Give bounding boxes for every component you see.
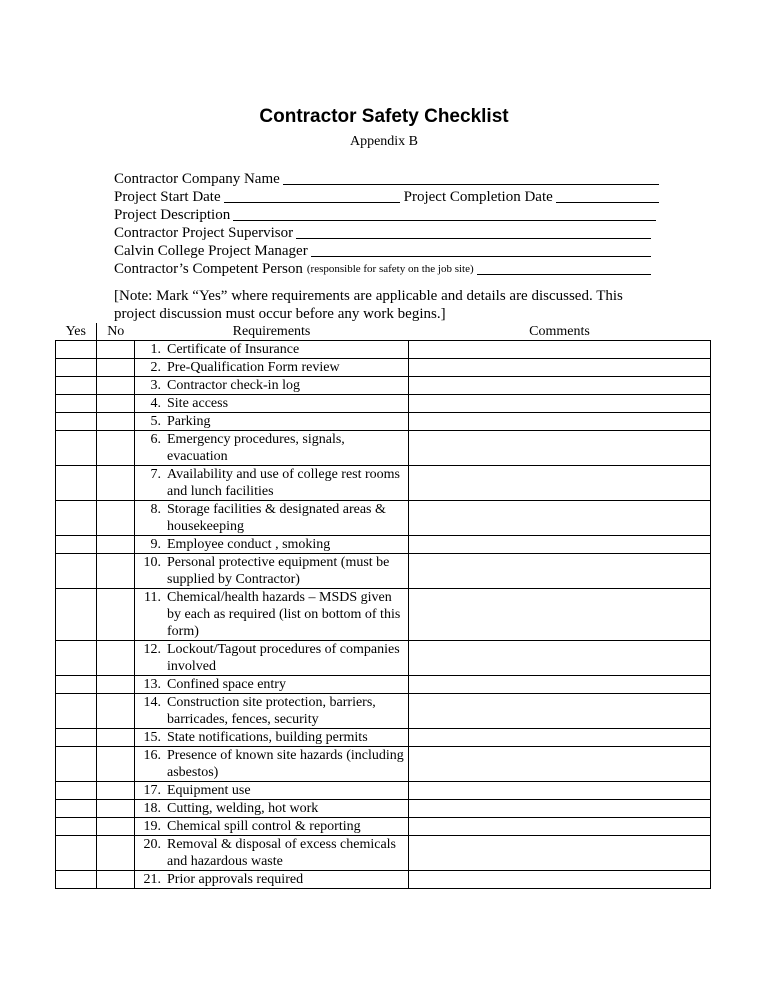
- requirement-cell: [135, 836, 409, 871]
- project-dates-field: [114, 188, 659, 206]
- project-manager-field: [114, 242, 651, 260]
- table-header-row: [56, 323, 711, 341]
- comments-cell[interactable]: [409, 676, 711, 694]
- yes-cell[interactable]: [56, 501, 97, 536]
- company-name-field: [114, 170, 659, 188]
- project-supervisor-label: Contractor Project Supervisor: [114, 225, 294, 241]
- comments-cell[interactable]: [409, 729, 711, 747]
- requirement-text: Employee conduct , smoking: [167, 537, 331, 552]
- yes-cell[interactable]: [56, 413, 97, 431]
- requirement-number: 1.: [150, 342, 161, 357]
- yes-cell[interactable]: [56, 871, 97, 889]
- requirement-text: Emergency procedures, signals, evacuation: [167, 432, 345, 464]
- table-row: [56, 589, 711, 641]
- requirement-cell: [135, 871, 409, 889]
- requirement-number: 12.: [143, 642, 161, 657]
- requirement-text: Storage facilities & designated areas & housekeeping: [167, 502, 386, 534]
- no-cell[interactable]: [97, 836, 135, 871]
- comments-cell[interactable]: [409, 536, 711, 554]
- requirement-cell: [135, 818, 409, 836]
- table-row: [56, 377, 711, 395]
- no-cell[interactable]: [97, 800, 135, 818]
- project-description-field: [114, 206, 656, 224]
- completion-date-label: Project Completion Date: [403, 189, 553, 205]
- no-cell[interactable]: [97, 782, 135, 800]
- table-row: [56, 395, 711, 413]
- comments-cell[interactable]: [409, 818, 711, 836]
- table-row: [56, 782, 711, 800]
- comments-cell[interactable]: [409, 747, 711, 782]
- requirement-text: State notifications, building permits: [167, 730, 368, 745]
- table-row: [56, 536, 711, 554]
- requirement-number: 19.: [143, 819, 161, 834]
- comments-cell[interactable]: [409, 359, 711, 377]
- yes-cell[interactable]: [56, 676, 97, 694]
- requirement-cell: [135, 641, 409, 676]
- requirement-cell: [135, 359, 409, 377]
- no-cell[interactable]: [97, 536, 135, 554]
- no-cell[interactable]: [97, 641, 135, 676]
- requirement-text: Lockout/Tagout procedures of companies involved: [167, 642, 400, 674]
- table-row: [56, 818, 711, 836]
- completion-date-blank[interactable]: [556, 189, 659, 203]
- no-cell[interactable]: [97, 747, 135, 782]
- requirement-number: 20.: [143, 837, 161, 852]
- requirement-cell: [135, 431, 409, 466]
- requirement-text: Pre-Qualification Form review: [167, 360, 340, 375]
- requirement-text: Chemical/health hazards – MSDS given by each as required (list on bottom of this form): [167, 590, 401, 639]
- requirement-number: 17.: [143, 783, 161, 798]
- requirement-number: 9.: [150, 537, 161, 552]
- requirement-text: Contractor check-in log: [167, 378, 300, 393]
- requirement-number: 6.: [150, 432, 161, 447]
- table-row: [56, 676, 711, 694]
- yes-cell[interactable]: [56, 359, 97, 377]
- requirement-cell: [135, 676, 409, 694]
- requirements-column-header: Requirements: [232, 324, 311, 339]
- requirement-number: 10.: [143, 555, 161, 570]
- comments-cell[interactable]: [409, 800, 711, 818]
- requirement-text: Prior approvals required: [167, 872, 304, 887]
- comments-cell[interactable]: [409, 501, 711, 536]
- competent-person-note: (responsible for safety on the job site): [306, 263, 474, 275]
- requirement-text: Availability and use of college rest rooms and lunch facilities: [167, 467, 401, 499]
- project-description-blank[interactable]: [233, 207, 656, 221]
- requirement-text: Personal protective equipment (must be supplied by Contractor): [167, 555, 390, 587]
- requirement-cell: [135, 377, 409, 395]
- comments-cell[interactable]: [409, 589, 711, 641]
- requirement-number: 15.: [143, 730, 161, 745]
- requirements-table: [55, 323, 711, 889]
- project-supervisor-blank[interactable]: [296, 225, 651, 239]
- project-manager-blank[interactable]: [311, 243, 651, 257]
- no-cell[interactable]: [97, 431, 135, 466]
- table-row: [56, 800, 711, 818]
- comments-cell[interactable]: [409, 431, 711, 466]
- requirement-cell: [135, 694, 409, 729]
- requirement-cell: [135, 729, 409, 747]
- no-cell[interactable]: [97, 413, 135, 431]
- yes-cell[interactable]: [56, 466, 97, 501]
- requirement-number: 14.: [143, 695, 161, 710]
- table-row: [56, 641, 711, 676]
- requirement-text: Chemical spill control & reporting: [167, 819, 361, 834]
- comments-cell[interactable]: [409, 836, 711, 871]
- requirement-cell: [135, 466, 409, 501]
- table-row: [56, 466, 711, 501]
- yes-cell[interactable]: [56, 554, 97, 589]
- table-row: [56, 729, 711, 747]
- table-row: [56, 341, 711, 359]
- requirement-cell: [135, 536, 409, 554]
- yes-cell[interactable]: [56, 800, 97, 818]
- no-cell[interactable]: [97, 676, 135, 694]
- requirement-cell: [135, 800, 409, 818]
- requirement-number: 21.: [143, 872, 161, 887]
- no-cell[interactable]: [97, 729, 135, 747]
- yes-cell[interactable]: [56, 818, 97, 836]
- yes-cell[interactable]: [56, 729, 97, 747]
- no-cell[interactable]: [97, 377, 135, 395]
- table-row: [56, 413, 711, 431]
- table-row: [56, 871, 711, 889]
- requirement-cell: [135, 554, 409, 589]
- requirement-number: 5.: [150, 414, 161, 429]
- project-supervisor-field: [114, 224, 651, 242]
- yes-cell[interactable]: [56, 395, 97, 413]
- table-row: [56, 554, 711, 589]
- competent-person-field: [114, 260, 651, 278]
- yes-cell[interactable]: [56, 431, 97, 466]
- yes-column-header: Yes: [56, 323, 97, 341]
- yes-cell[interactable]: [56, 589, 97, 641]
- yes-cell[interactable]: [56, 836, 97, 871]
- company-name-blank[interactable]: [283, 171, 659, 185]
- table-row: [56, 694, 711, 729]
- comments-cell[interactable]: [409, 694, 711, 729]
- start-date-blank[interactable]: [224, 189, 400, 203]
- no-cell[interactable]: [97, 395, 135, 413]
- page-title: Contractor Safety Checklist: [259, 106, 509, 127]
- no-column-header: No: [107, 324, 125, 339]
- yes-cell[interactable]: [56, 377, 97, 395]
- requirement-text: Removal & disposal of excess chemicals and hazardous waste: [167, 837, 396, 869]
- table-row: [56, 359, 711, 377]
- table-row: [56, 836, 711, 871]
- requirement-number: 8.: [150, 502, 161, 517]
- requirement-cell: [135, 747, 409, 782]
- comments-cell[interactable]: [409, 466, 711, 501]
- start-date-label: Project Start Date: [114, 189, 221, 205]
- comments-cell[interactable]: [409, 377, 711, 395]
- requirement-cell: [135, 782, 409, 800]
- comments-column-header: Comments: [529, 324, 590, 339]
- no-cell[interactable]: [97, 818, 135, 836]
- comments-cell[interactable]: [409, 871, 711, 889]
- yes-cell[interactable]: [56, 536, 97, 554]
- requirement-text: Site access: [167, 396, 229, 411]
- requirement-cell: [135, 395, 409, 413]
- requirement-text: Certificate of Insurance: [167, 342, 300, 357]
- comments-cell[interactable]: [409, 641, 711, 676]
- table-row: [56, 501, 711, 536]
- requirement-cell: [135, 413, 409, 431]
- yes-cell[interactable]: [56, 694, 97, 729]
- no-cell[interactable]: [97, 871, 135, 889]
- requirement-text: Cutting, welding, hot work: [167, 801, 319, 816]
- no-cell[interactable]: [97, 554, 135, 589]
- requirement-text: Construction site protection, barriers, barricades, fences, security: [167, 695, 376, 727]
- yes-cell[interactable]: [56, 641, 97, 676]
- requirement-text: Equipment use: [167, 783, 251, 798]
- requirement-text: Presence of known site hazards (including asbestos): [167, 748, 404, 780]
- table-row: [56, 747, 711, 782]
- comments-cell[interactable]: [409, 395, 711, 413]
- requirement-number: 2.: [150, 360, 161, 375]
- requirement-number: 16.: [143, 748, 161, 763]
- requirement-number: 11.: [144, 590, 161, 605]
- requirement-cell: [135, 589, 409, 641]
- comments-cell[interactable]: [409, 782, 711, 800]
- requirement-text: Parking: [167, 414, 211, 429]
- no-cell[interactable]: [97, 359, 135, 377]
- yes-cell[interactable]: [56, 747, 97, 782]
- requirement-number: 7.: [150, 467, 161, 482]
- no-cell[interactable]: [97, 501, 135, 536]
- requirement-number: 3.: [150, 378, 161, 393]
- no-cell[interactable]: [97, 466, 135, 501]
- requirement-cell: [135, 341, 409, 359]
- no-cell[interactable]: [97, 341, 135, 359]
- competent-person-blank[interactable]: [477, 261, 651, 275]
- yes-cell[interactable]: [56, 782, 97, 800]
- requirement-cell: [135, 501, 409, 536]
- project-description-label: Project Description: [114, 207, 231, 223]
- project-manager-label: Calvin College Project Manager: [114, 243, 308, 259]
- comments-cell[interactable]: [409, 341, 711, 359]
- company-name-label: Contractor Company Name: [114, 171, 280, 187]
- table-row: [56, 431, 711, 466]
- instruction-note: [Note: Mark “Yes” where requirements are applicable and details are discussed. This project discussion must occur before any work begins.]: [114, 288, 623, 322]
- no-cell[interactable]: [97, 589, 135, 641]
- requirement-number: 18.: [143, 801, 161, 816]
- yes-cell[interactable]: [56, 341, 97, 359]
- requirement-number: 4.: [150, 396, 161, 411]
- comments-cell[interactable]: [409, 413, 711, 431]
- page-subtitle: Appendix B: [349, 134, 419, 149]
- comments-cell[interactable]: [409, 554, 711, 589]
- requirement-text: Confined space entry: [167, 677, 286, 692]
- competent-person-label: Contractor’s Competent Person: [114, 261, 303, 277]
- no-cell[interactable]: [97, 694, 135, 729]
- requirement-number: 13.: [143, 677, 161, 692]
